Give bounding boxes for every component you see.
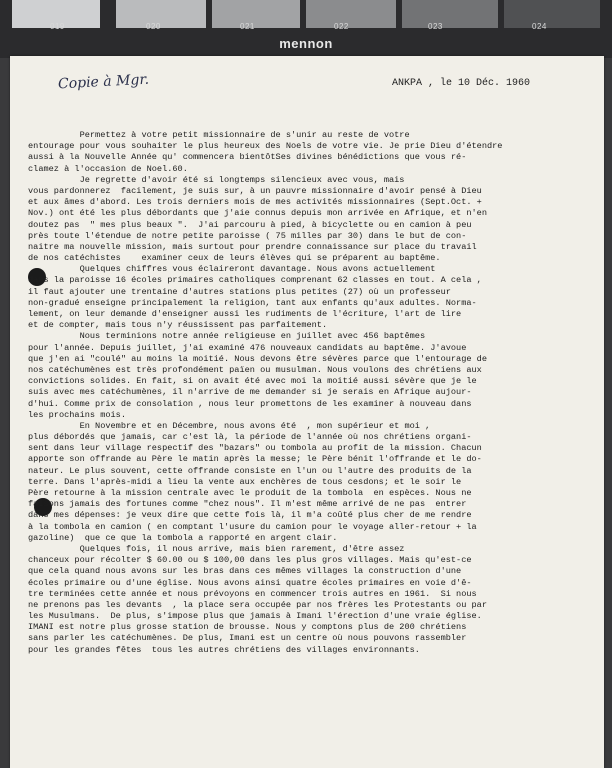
text-line: dans mes dépenses: je veux dire que cette fois là, il m'a coûté plus cher de me rendre — [28, 510, 472, 521]
text-line: à la tombola en camion ( en comptant l'usure du camion pour le voyage aller-retour + la — [28, 521, 477, 532]
letter-page — [10, 56, 604, 768]
text-line: dans la paroisse 16 écoles primaires catholiques comprenant 62 classes en tout. A cela , — [28, 275, 482, 286]
text-line: près toute l'étendue de notre petite paroisse ( 75 milles par 30) dans le but de con- — [28, 230, 467, 241]
text-line: plus débordés que jamais, car c'est là, la période de l'année où nos chrétiens organi- — [28, 432, 472, 443]
text-line: doutez pas " mes plus beaux ". J'ai parcouru à pied, à bicyclette ou en camion à peu — [28, 219, 472, 230]
handwritten-annotation: Copie à Mgr. — [57, 71, 150, 93]
text-line: Permettez à votre petit missionnaire de s'unir au reste de votre — [28, 130, 410, 140]
text-line: tre terminées cette année et nous prévoyons en commencer trois autres en 1961. Si nous — [28, 588, 477, 599]
text-line: chanceux pour récolter $ 60.00 ou $ 100,00 dans les plus gros villages. Mais qu'est-ce — [28, 555, 472, 566]
letter-body — [28, 130, 596, 656]
text-line: apporte son offrande au Père le matin après la messe; le Père bénit l'offrande et le do- — [28, 454, 482, 465]
text-line: sent dans leur village respectif des "bazars" ou tombola au profit de la mission. Chacun — [28, 443, 482, 454]
text-line: En Novembre et en Décembre, nous avons été , mon supérieur et moi , — [28, 420, 431, 431]
text-line: clamez à l'occasion de Noel.60. — [28, 163, 188, 174]
text-line: non-gradué enseigne principalement la religion, tant aux enfants qu'aux adultes. Norma- — [28, 297, 477, 308]
color-swatch — [116, 0, 206, 28]
text-line: Nov.) ont été les plus débordants que j'aie connus depuis mon arrivée en Afrique, et n'en — [28, 208, 487, 219]
color-swatch — [402, 0, 498, 28]
color-swatch — [306, 0, 396, 28]
color-chart-strip — [0, 0, 612, 58]
text-line: que cela quand nous avons sur les bras dans ces mêmes villages la construction d'une — [28, 566, 462, 577]
text-line: que j'en ai "coulé" au moins la moitié. Nous devons être sévères parce que l'entourage de — [28, 353, 487, 364]
text-line: terre. Dans l'après-midi a lieu la vente aux enchères de tous cesdons; et le soir le — [28, 476, 462, 487]
text-line: Quelques fois, il nous arrive, mais bien rarement, d'être assez — [28, 543, 405, 554]
text-line: les prochains mois. — [28, 409, 126, 420]
text-line: et de compter, mais tous n'y réussissent pas parfaitement. — [28, 320, 328, 331]
text-line: pour les grandes fêtes tous les autres chrétiens des villages environnants. — [28, 644, 420, 655]
color-swatch — [504, 0, 600, 28]
text-line: de nos catéchistes examiner ceux de leurs élèves qui se préparent au baptême. — [28, 253, 441, 264]
text-line: vous pardonnerez facilement, je suis sur, à un pauvre missionnaire d'avoir pensé à Dieu — [28, 185, 482, 196]
letter-dateline: ANKPA , le 10 Déc. 1960 — [392, 78, 531, 89]
text-line: lement, on leur demande d'enseigner aussi les rudiments de l'écriture, l'art de lire — [28, 309, 462, 319]
swatch-number: 021 — [240, 22, 255, 31]
text-line: Nous terminions notre année religieuse en juillet avec 456 baptêmes — [28, 331, 426, 342]
text-line: Je regrette d'avoir été si longtemps silencieux avec vous, mais — [28, 174, 405, 185]
text-line: Père retourne à la mission centrale avec le produit de la tombola en espèces. Nous ne — [28, 488, 472, 498]
swatch-number: 023 — [428, 22, 443, 31]
text-line: sans parler les catéchumènes. De plus, Imani est un centre où nous pouvons rassembler — [28, 633, 467, 644]
text-line: entourage pour vous souhaiter le plus heureux des Noels de votre vie. Je prie Dieu d'étendre — [28, 141, 503, 152]
text-line: faisons jamais des fortunes comme "chez nous". Il m'est même arrivé de ne pas entrer — [28, 499, 467, 510]
text-line: il faut ajouter une trentaine d'autres stations plus petites (27) où un professeur — [28, 286, 451, 297]
swatch-number: 020 — [146, 22, 161, 31]
text-line: d'hui. Comme prix de consolation , nous leur promettons de les examiner à nouveau dans — [28, 398, 472, 409]
text-line: et aux âmes d'abord. Les trois derniers mois de mes activités missionnaires (Sept.Oct. + — [28, 197, 482, 208]
text-line: ne prenons pas les devants , la place sera occupée par nos frères les Protestants ou par — [28, 599, 487, 610]
text-line: naitre ma nouvelle mission, mais surtout pour prendre connaissance sur place du travail — [28, 241, 477, 252]
text-line: suis avec mes catéchumènes, il n'arrive de me demander si je serais en Afrique aujour- — [28, 387, 472, 398]
swatch-number: 024 — [532, 22, 547, 31]
swatch-number: 019 — [50, 22, 65, 31]
text-line: nos catéchumènes est très profondément païen ou musulman. Nous voulons des chrétiens aux — [28, 364, 482, 375]
text-line: Quelques chiffres vous éclaireront davantage. Nous avons actuellement — [28, 264, 436, 275]
text-line: les Musulmans. De plus, s'impose plus que jamais à Imani l'érection d'une vraie église. — [28, 611, 482, 622]
color-swatch — [212, 0, 300, 28]
text-line: aussi à la Nouvelle Année qu' commencera bientôtSes divines bénédictions que vous ré- — [28, 152, 467, 163]
text-line: IMANI est notre plus grosse station de brousse. Nous y comptons plus de 200 chrétiens — [28, 622, 467, 633]
text-line: convictions solides. En fait, si on avait été avec moi la moitié aussi sévère que je le — [28, 376, 477, 387]
text-line: pour l'année. Depuis juillet, j'ai examiné 476 nouveaux candidats au baptême. J'avoue — [28, 342, 467, 353]
text-line: écoles primaire ou d'une église. Nous avons ainsi quatre écoles primaires en voie d'ê- — [28, 577, 472, 588]
text-line: gazoline) que ce que la tombola a rapporté en argent clair. — [28, 532, 338, 543]
swatch-number: 022 — [334, 22, 349, 31]
text-line: nateur. Le plus souvent, cette offrande consiste en l'un ou l'autre des produits de la — [28, 465, 472, 476]
brand-logo: mennon — [279, 36, 333, 51]
